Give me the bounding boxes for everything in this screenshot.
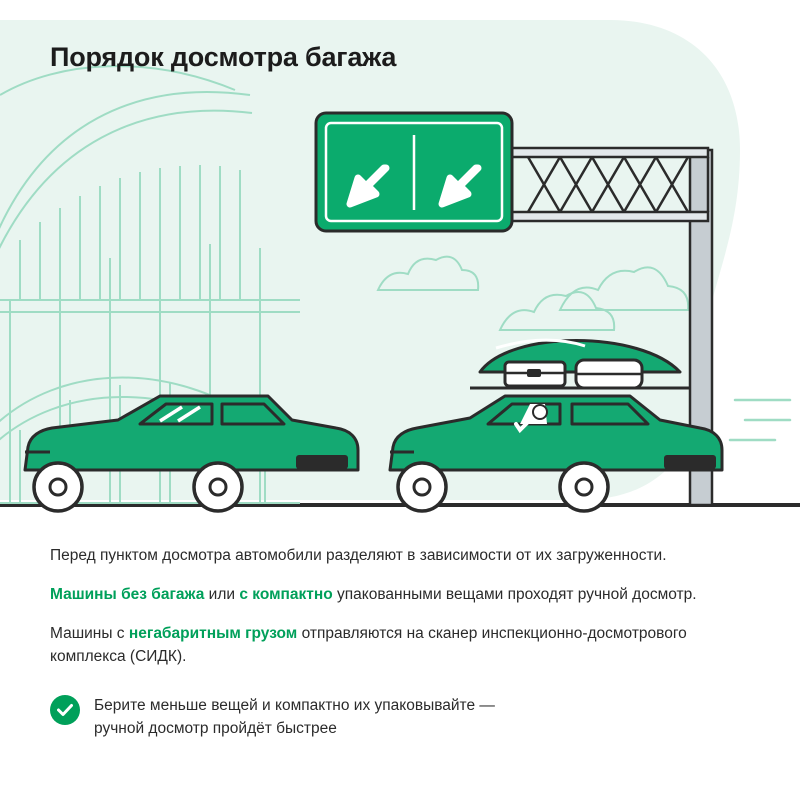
tip-note bbox=[50, 694, 750, 740]
tip-note-text bbox=[94, 694, 495, 740]
tip-line-2: ручной досмотр пройдёт быстрее bbox=[94, 720, 337, 737]
conjunction-or: или bbox=[204, 586, 240, 603]
check-circle-icon bbox=[50, 695, 80, 725]
tip-line-1: Берите меньше вещей и компактно их упаковывайте — bbox=[94, 697, 495, 714]
road-sign bbox=[316, 113, 512, 231]
highlight-no-luggage: Машины без багажа bbox=[50, 586, 205, 603]
highlight-oversized-cargo: негабаритным грузом bbox=[128, 625, 298, 642]
paragraph-scanner bbox=[50, 622, 750, 668]
paragraph-intro-text: Перед пунктом досмотра автомобили разделяют в зависимости от их загруженности. bbox=[50, 547, 667, 564]
paragraph-scanner-tail: отправляются на сканер инспекционно-досмотрового комплекса (СИДК). bbox=[50, 625, 687, 665]
text-content bbox=[0, 516, 800, 800]
highlight-compact: с компактно bbox=[239, 586, 333, 603]
paragraph-manual-tail: упакованными вещами проходят ручной досмотр. bbox=[332, 586, 697, 603]
paragraph-intro bbox=[50, 544, 750, 567]
page-title: Порядок досмотра багажа bbox=[50, 42, 397, 72]
motion-lines bbox=[730, 400, 790, 440]
paragraph-scanner-lead: Машины с bbox=[50, 625, 129, 642]
paragraph-manual-inspection bbox=[50, 583, 750, 606]
